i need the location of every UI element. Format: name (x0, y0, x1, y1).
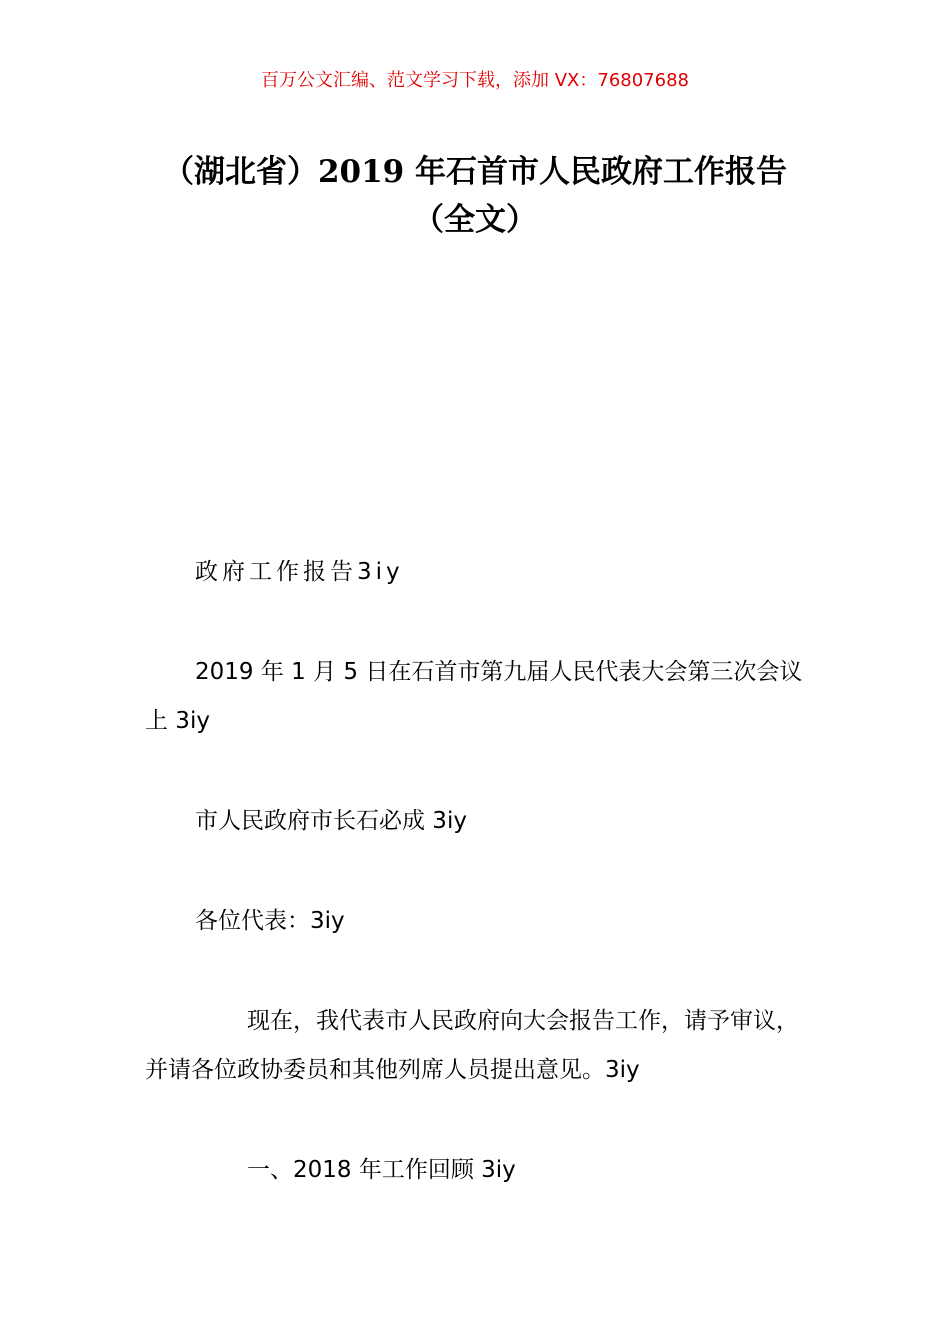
opening-paragraph: 现在，我代表市人民政府向大会报告工作，请予审议，并请各位政协委员和其他列席人员提出意见。3iy (145, 1008, 799, 1083)
meeting-date-line: 2019 年 1 月 5 日在石首市第九届人民代表大会第三次会议上 3iy (145, 659, 803, 734)
speaker-line: 市人民政府市长石必成 3iy (195, 808, 467, 834)
salutation: 各位代表：3iy (195, 908, 345, 934)
report-label: 政府工作报告3iy (195, 559, 404, 585)
watermark-header-note: 百万公文汇编、范文学习下载，添加 VX：76807688 (261, 70, 689, 91)
section-heading: 一、2018 年工作回顾 3iy (247, 1157, 516, 1183)
document-title: （湖北省）2019 年石首市人民政府工作报告（全文） (162, 154, 788, 238)
